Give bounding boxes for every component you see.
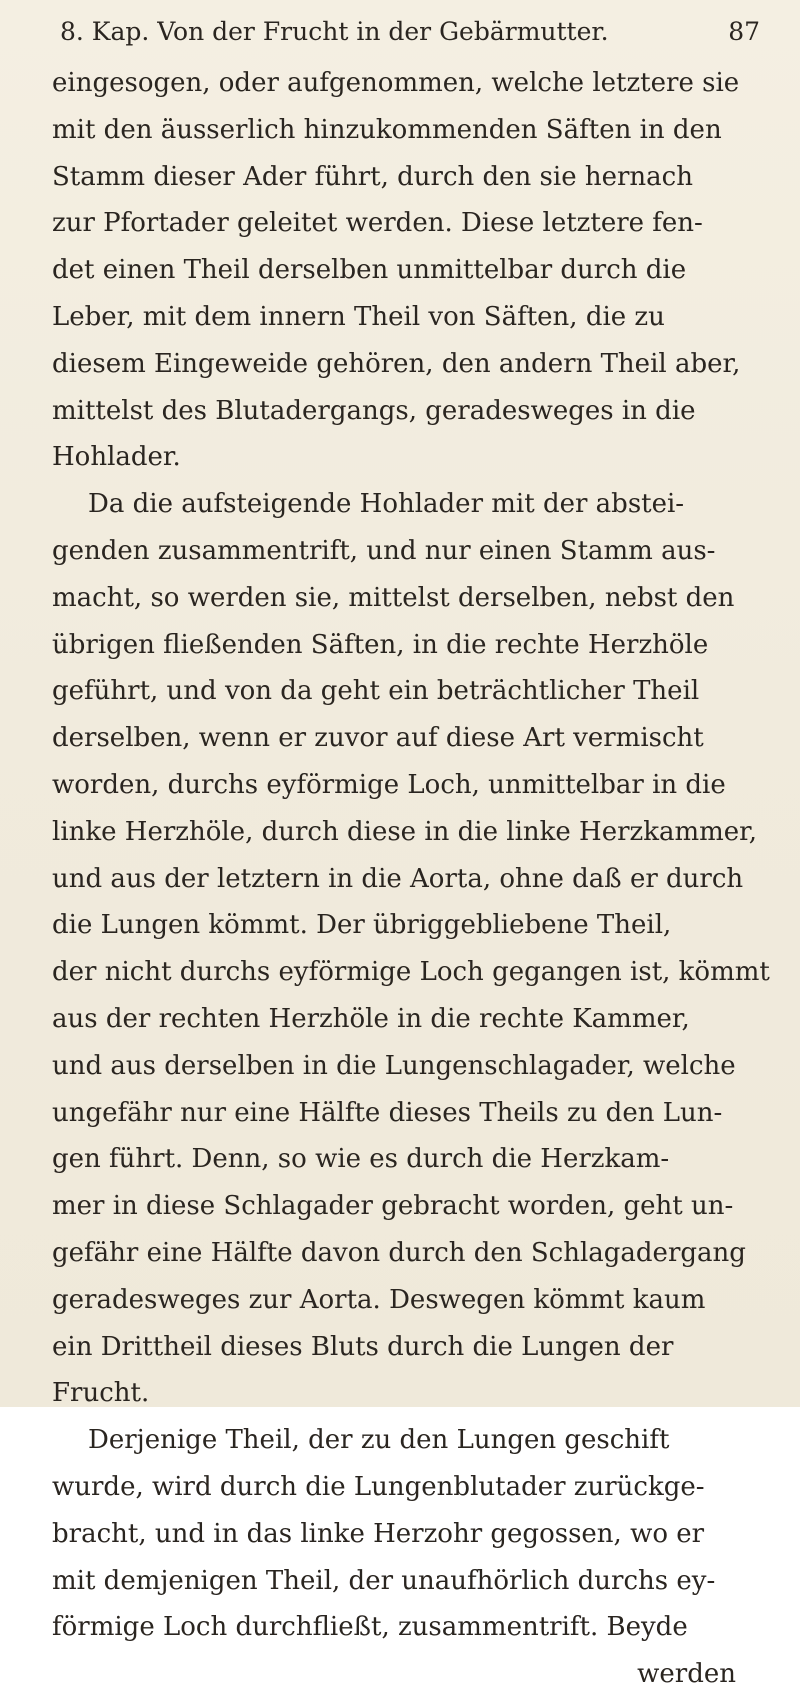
text-line: Frucht. (52, 1378, 150, 1409)
text-line: mer in diese Schlagader gebracht worden, geht un- (52, 1191, 734, 1222)
text-line: ungefähr nur eine Hälfte dieses Theils zu den Lun- (52, 1097, 723, 1128)
text-line: ein Drittheil dieses Bluts durch die Lungen der (52, 1331, 674, 1362)
running-title: 8. Kap. Von der Frucht in der Gebärmutter. (60, 17, 609, 46)
text-line: macht, so werden sie, mittelst derselben, nebst den (52, 582, 735, 613)
text-line: Stamm dieser Ader führt, durch den sie hernach (52, 161, 693, 192)
text-line: die Lungen kömmt. Der übriggebliebene Theil, (52, 910, 672, 941)
text-line: Leber, mit dem innern Theil von Säften, die zu (52, 301, 665, 332)
text-line: aus der rechten Herzhöle in die rechte Kammer, (52, 1003, 690, 1034)
text-line: Da die aufsteigende Hohlader mit der abstei- (88, 489, 685, 520)
text-line: eingesogen, oder aufgenommen, welche letztere sie (52, 68, 740, 98)
text-line: bracht, und in das linke Herzohr gegossen, wo er (52, 1518, 705, 1549)
text-line: Hohlader. (52, 442, 181, 473)
paragraph-1 (52, 60, 768, 481)
page-body (52, 60, 768, 1698)
paragraph-2 (52, 481, 768, 1417)
text-line: derselben, wenn er zuvor auf diese Art vermischt (52, 723, 704, 754)
text-line: det einen Theil derselben unmittelbar durch die (52, 255, 687, 286)
text-line: übrigen fließenden Säften, in die rechte Herzhöle (52, 629, 709, 660)
text-line: mit den äusserlich hinzukommenden Säften in den (52, 114, 722, 145)
catchword-line (52, 1651, 768, 1698)
text-line: der nicht durchs eyförmige Loch gegangen ist, kömmt (52, 957, 770, 988)
text-line: und aus derselben in die Lungenschlagader, welche (52, 1050, 736, 1081)
text-line: Derjenige Theil, der zu den Lungen geschift (88, 1425, 670, 1456)
page-number: 87 (728, 17, 760, 46)
paragraph-3 (52, 1417, 768, 1651)
text-line: mittelst des Blutadergangs, geradesweges in die (52, 395, 696, 426)
page-header (60, 14, 760, 50)
text-line: linke Herzhöle, durch diese in die linke Herzkammer, (52, 816, 758, 847)
text-line: wurde, wird durch die Lungenblutader zurückge- (52, 1471, 705, 1502)
text-line: genden zusammentrift, und nur einen Stamm aus- (52, 535, 716, 566)
text-line: mit demjenigen Theil, der unaufhörlich durchs ey- (52, 1565, 716, 1596)
text-line: gen führt. Denn, so wie es durch die Herzkam- (52, 1144, 670, 1175)
text-line: worden, durchs eyförmige Loch, unmittelbar in die (52, 769, 726, 800)
text-line: geführt, und von da geht ein beträchtlicher Theil (52, 676, 700, 707)
text-line: und aus der letztern in die Aorta, ohne daß er durch (52, 863, 744, 894)
text-line: gefähr eine Hälfte davon durch den Schlagadergang (52, 1237, 746, 1268)
text-line: diesem Eingeweide gehören, den andern Theil aber, (52, 348, 741, 379)
text-line: geradesweges zur Aorta. Deswegen kömmt kaum (52, 1284, 706, 1315)
text-line: zur Pfortader geleitet werden. Diese letztere fen- (52, 208, 703, 239)
catchword: werden (637, 1659, 736, 1690)
text-line: förmige Loch durchfließt, zusammentrift. Beyde (52, 1612, 688, 1643)
